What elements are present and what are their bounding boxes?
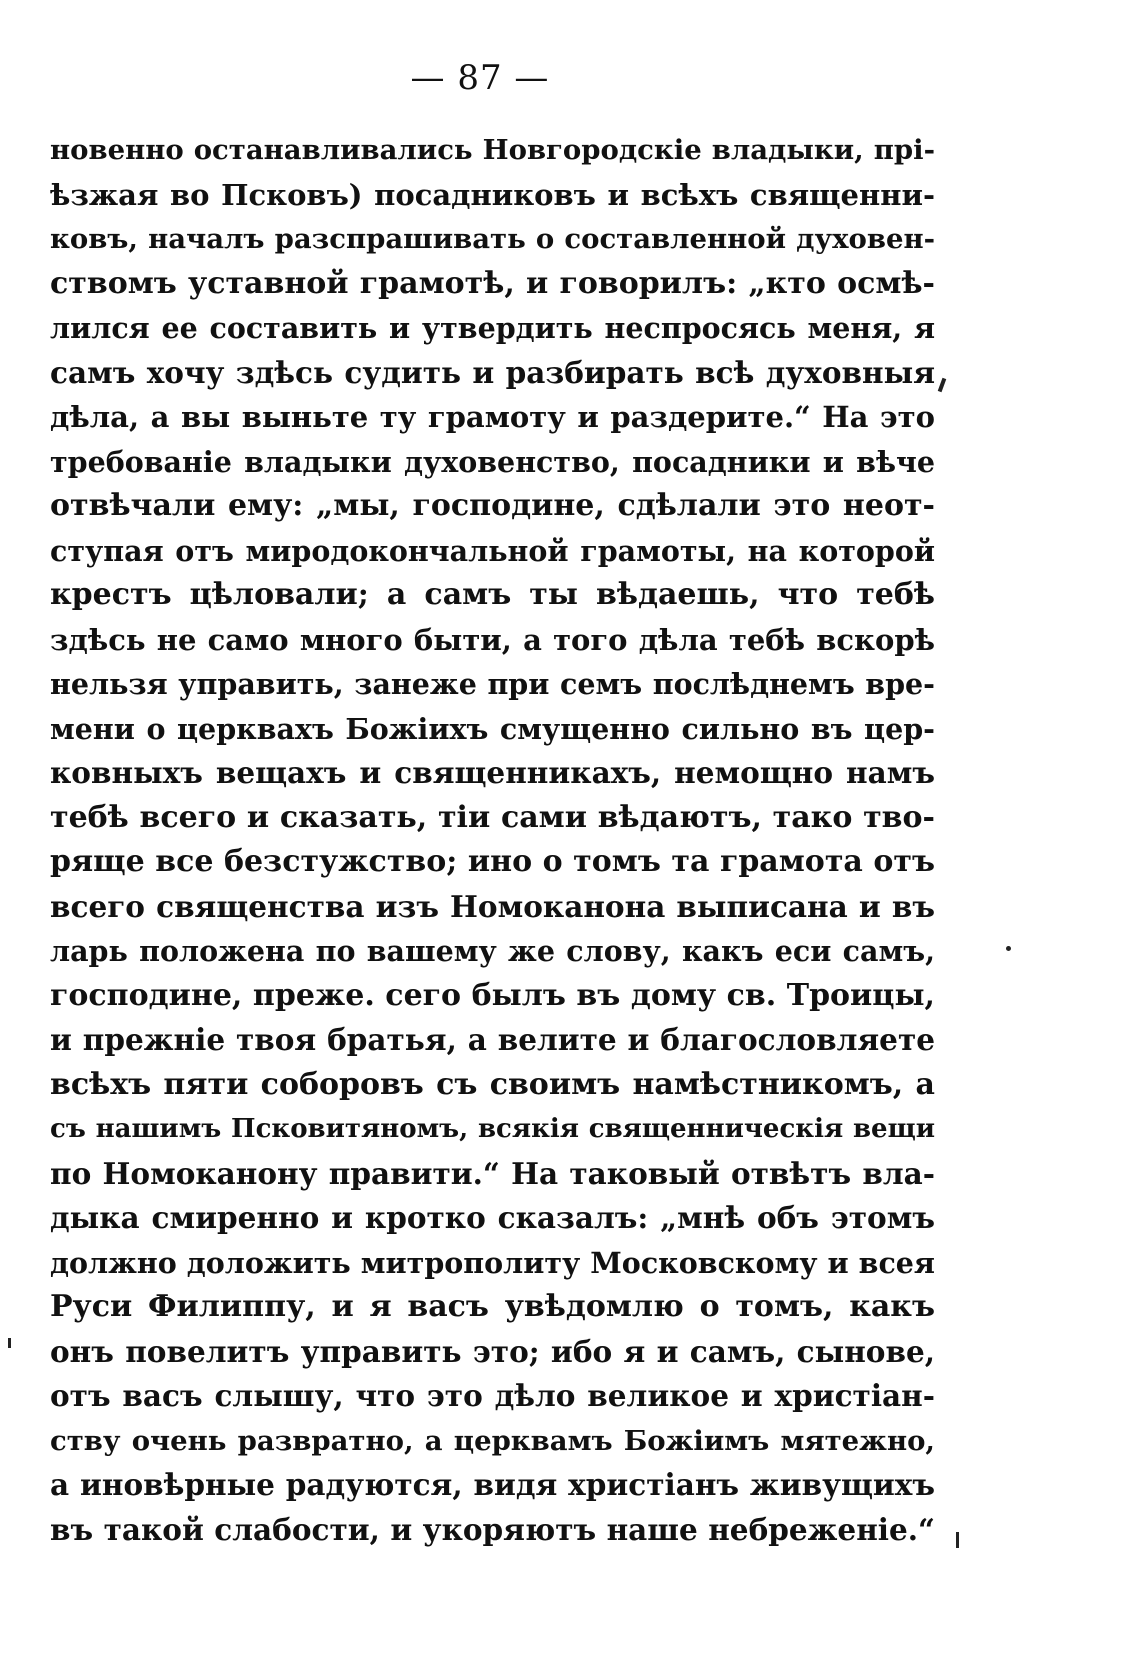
text-line: дыка смиренно и кротко сказалъ: „мнѣ объ этомъ (50, 1200, 935, 1235)
text-line: самъ хочу здѣсь судить и разбирать всѣ духовныя (50, 354, 935, 390)
text-line: ряще все безстужство; ино о томъ та грамота отъ (50, 844, 935, 879)
text-line: въ такой слабости, и укоряютъ наше небреженіе.“ (50, 1511, 935, 1547)
text-line: всѣхъ пяти соборовъ съ своимъ намѣстникомъ, а (50, 1066, 935, 1102)
text-line: мени о церквахъ Божіихъ смущенно сильно въ цер- (50, 711, 935, 746)
page-number: — 87 — (410, 58, 550, 98)
text-line: ступая отъ миродокончальной грамоты, на которой (50, 533, 935, 568)
text-line: по Номоканону правити.“ На таковый отвѣтъ вла- (50, 1155, 935, 1191)
text-line: ству очень развратно, а церквамъ Божіимъ мятежно, (50, 1424, 935, 1457)
text-line: отъ васъ слышу, что это дѣло великое и христіан- (50, 1378, 935, 1413)
text-line: отвѣчали ему: „мы, господине, сдѣлали это неот- (50, 488, 935, 523)
text-line: ковныхъ вещахъ и священникахъ, немощно намъ (50, 755, 935, 790)
text-line: съ нашимъ Псковитяномъ, всякія священническія вещи (50, 1114, 935, 1144)
text-line: крестъ цѣловали; а самъ ты вѣдаешь, что тебѣ (50, 577, 935, 612)
text-line: ѣзжая во Псковъ) посадниковъ и всѣхъ священни- (50, 177, 935, 212)
text-line: нельзя управить, занеже при семъ послѣднемъ вре- (50, 667, 935, 701)
text-line: Руси Филиппу, и я васъ увѣдомлю о томъ, какъ (50, 1289, 935, 1324)
text-line: тебѣ всего и сказать, тіи сами вѣдаютъ, тако тво- (50, 799, 935, 835)
text-line: всего священства изъ Номоканона выписана и въ (50, 888, 935, 924)
text-line: новенно останавливались Новгородскіе владыки, прі- (50, 134, 935, 166)
margin-speck (1006, 946, 1011, 951)
text-line: ковъ, началъ разспрашивать о составленной духовен- (50, 223, 935, 255)
text-line: господине, преже. сего былъ въ дому св. Троицы, (50, 977, 935, 1013)
text-line: онъ повелитъ управить это; ибо я и самъ, сынове, (50, 1333, 935, 1369)
text-line: ларь положена по вашему же слову, какъ еси самъ, (50, 934, 935, 968)
text-line: лился ее составить и утвердить неспросясь меня, я (50, 311, 935, 345)
margin-speck (8, 1338, 11, 1348)
text-line: и прежніе твоя братья, а велите и благословляете (50, 1022, 935, 1057)
text-line: здѣсь не само много быти, а того дѣла тебѣ вскорѣ (50, 622, 935, 657)
body-text (50, 128, 935, 1552)
text-line: а иновѣрные радуются, видя христіанъ живущихъ (50, 1467, 935, 1502)
text-line: требованіе владыки духовенство, посадники и вѣче (50, 444, 935, 479)
text-line: ствомъ уставной грамотѣ, и говорилъ: „кто осмѣ- (50, 265, 935, 301)
text-line: должно доложить митрополиту Московскому и всея (50, 1245, 935, 1280)
margin-speck (938, 378, 947, 393)
margin-speck (956, 1532, 959, 1548)
text-line: дѣла, а вы выньте ту грамоту и раздерите.“ На это (50, 400, 935, 434)
